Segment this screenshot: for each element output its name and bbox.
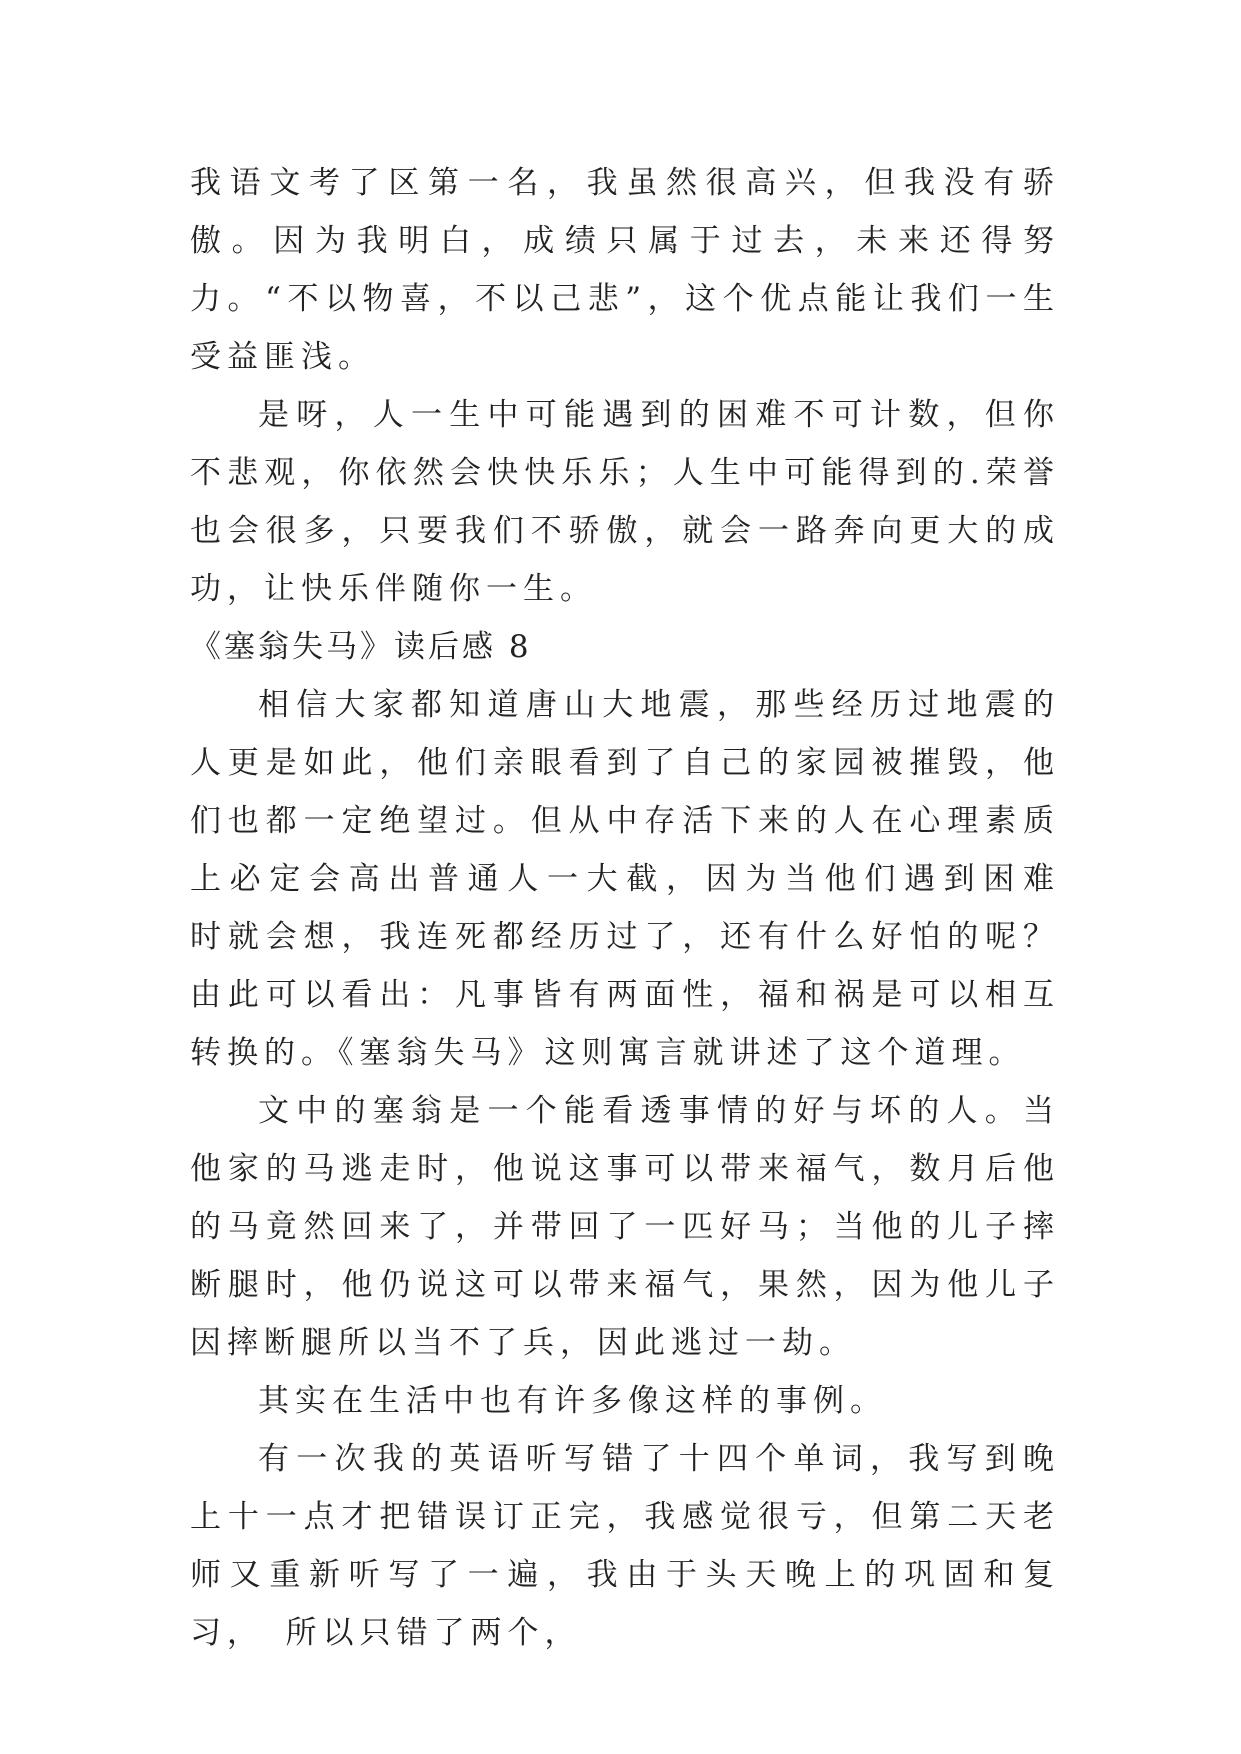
- paragraph-4: 文中的塞翁是一个能看透事情的好与坏的人。当他家的马逃走时，他说这事可以带来福气，数月后他的马竟然回来了，并带回了一匹好马；当他的儿子摔断腿时，他仍说这可以带来福气，果然，因为他儿子因摔断腿所以当不了兵，因此逃过一劫。: [190, 1093, 1060, 1361]
- section-heading: 《塞翁失马》读后感 8: [190, 629, 532, 665]
- paragraph-5: 其实在生活中也有许多像这样的事例。: [258, 1383, 887, 1419]
- document-body: [190, 154, 1097, 1662]
- paragraph-6: 有一次我的英语听写错了十四个单词，我写到晚上十一点才把错误订正完，我感觉很亏，但第二天老师又重新听写了一遍，我由于头天晚上的巩固和复习， 所以只错了两个，: [190, 1441, 1060, 1651]
- paragraph-2: 是呀，人一生中可能遇到的困难不可计数，但你不悲观，你依然会快快乐乐；人生中可能得到的.荣誉也会很多，只要我们不骄傲，就会一路奔向更大的成功，让快乐伴随你一生。: [190, 397, 1060, 607]
- paragraph-1: 我语文考了区第一名，我虽然很高兴，但我没有骄傲。因为我明白，成绩只属于过去，未来还得努力。“不以物喜，不以己悲”，这个优点能让我们一生受益匪浅。: [190, 165, 1060, 375]
- paragraph-3: 相信大家都知道唐山大地震，那些经历过地震的人更是如此，他们亲眼看到了自己的家园被摧毁，他们也都一定绝望过。但从中存活下来的人在心理素质上必定会高出普通人一大截，因为当他们遇到困难 时就会想，我连死都经历过了，还有什么好怕的呢？由此可以看出：凡事皆有两面性，福和祸是可以相互转换的。《塞翁失马》这则寓言就讲述了这个道理。: [190, 687, 1097, 1071]
